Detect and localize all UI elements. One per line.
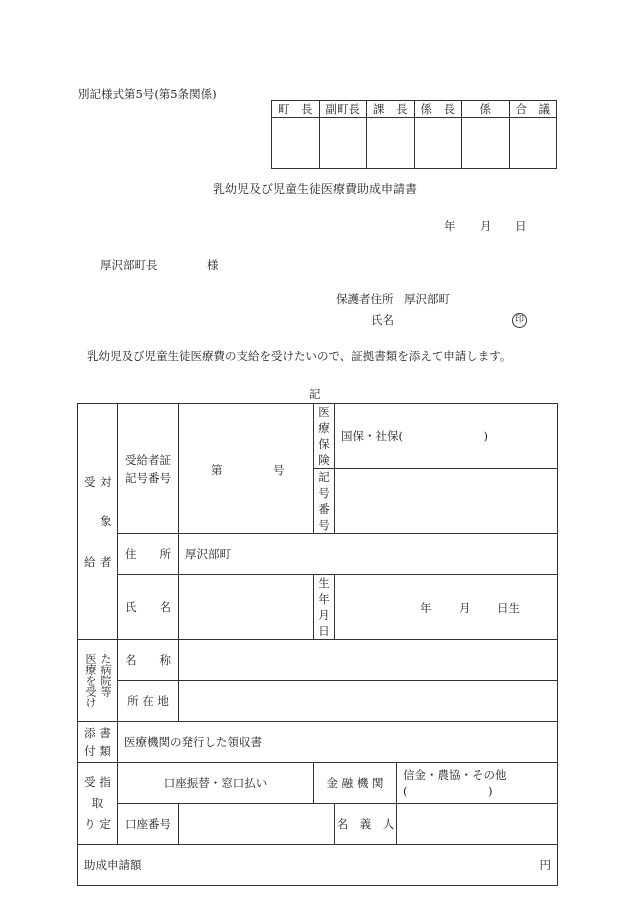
hospital-name-field[interactable] <box>179 640 558 681</box>
account-number-field[interactable] <box>179 804 335 845</box>
seal-mark-icon: 印 <box>512 311 527 328</box>
birthdate-field[interactable]: 年 月 日生 <box>335 575 558 640</box>
recipient-name-label: 氏 名 <box>118 575 179 640</box>
hospital-section-label: た病院等 医療を受け <box>78 640 118 722</box>
guardian-name-label: 氏名 <box>371 313 394 327</box>
addressee-name: 厚沢部町長 <box>100 258 158 272</box>
approval-header: 副町長 <box>319 101 367 118</box>
insurance-value[interactable]: 国保・社保( ) <box>335 404 558 469</box>
approval-header: 課 長 <box>367 101 415 118</box>
account-holder-label: 名 義 人 <box>335 804 397 845</box>
approval-header: 合 議 <box>509 101 557 118</box>
document-title: 乳幼児及び児童生徒医療費助成申請書 <box>213 182 418 196</box>
hospital-name-label: 名 称 <box>118 640 179 681</box>
account-holder-field[interactable] <box>397 804 558 845</box>
cert-number-field[interactable]: 第 号 <box>179 404 314 534</box>
transfer-method-option[interactable]: 口座振替・窓口払い <box>118 763 314 804</box>
bank-label: 金 融 機 関 <box>314 763 397 804</box>
form-number: 別記様式第5号(第5条関係) <box>78 87 217 101</box>
attachment-section-label: 添 書 付 類 <box>78 722 118 763</box>
addressee-honorific: 様 <box>207 258 219 272</box>
symbol-number-field[interactable] <box>335 469 558 534</box>
ki-heading: 記 <box>309 387 321 401</box>
approval-stamp-box[interactable] <box>272 118 320 169</box>
hospital-location-field[interactable] <box>179 681 558 722</box>
hospital-location-label: 所 在 地 <box>118 681 179 722</box>
account-number-label: 口座番号 <box>118 804 179 845</box>
insurance-label: 医療保険 <box>314 404 335 469</box>
application-statement: 乳幼児及び児童生徒医療費の支給を受けたいので、証拠書類を添えて申請します。 <box>87 349 512 363</box>
approval-stamp-table <box>271 100 557 169</box>
amount-unit: 円 <box>539 858 552 872</box>
receipt-section-label: 受 指 取 り 定 <box>78 763 118 845</box>
approval-header: 町 長 <box>272 101 320 118</box>
recipient-address-label: 住 所 <box>118 534 179 575</box>
approval-header: 係 <box>462 101 510 118</box>
bank-value[interactable]: 信金・農協・その他( ) <box>397 763 558 804</box>
approval-stamp-box[interactable] <box>414 118 462 169</box>
recipient-section-label: 受 対 象 給 者 <box>78 404 118 640</box>
date-year-label: 年 <box>444 219 456 233</box>
guardian-address-value: 厚沢部町 <box>404 292 450 306</box>
approval-stamp-box[interactable] <box>319 118 367 169</box>
approval-stamp-box[interactable] <box>367 118 415 169</box>
birthdate-label: 生年月日 <box>314 575 335 640</box>
approval-stamp-box[interactable] <box>462 118 510 169</box>
symbol-number-label: 記号番号 <box>314 469 335 534</box>
recipient-name-field[interactable] <box>179 575 314 640</box>
application-table <box>77 403 558 886</box>
date-month-label: 月 <box>480 219 492 233</box>
attachment-value: 医療機関の発行した領収書 <box>118 722 558 763</box>
cert-number-label: 受給者証 記号番号 <box>118 404 179 534</box>
approval-stamp-box[interactable] <box>509 118 557 169</box>
guardian-address-label: 保護者住所 <box>336 292 394 306</box>
requested-amount-row[interactable] <box>78 845 558 886</box>
date-day-label: 日 <box>515 219 527 233</box>
recipient-address-value[interactable]: 厚沢部町 <box>179 534 558 575</box>
requested-amount-label: 助成申請額 <box>84 858 142 872</box>
approval-header: 係 長 <box>414 101 462 118</box>
